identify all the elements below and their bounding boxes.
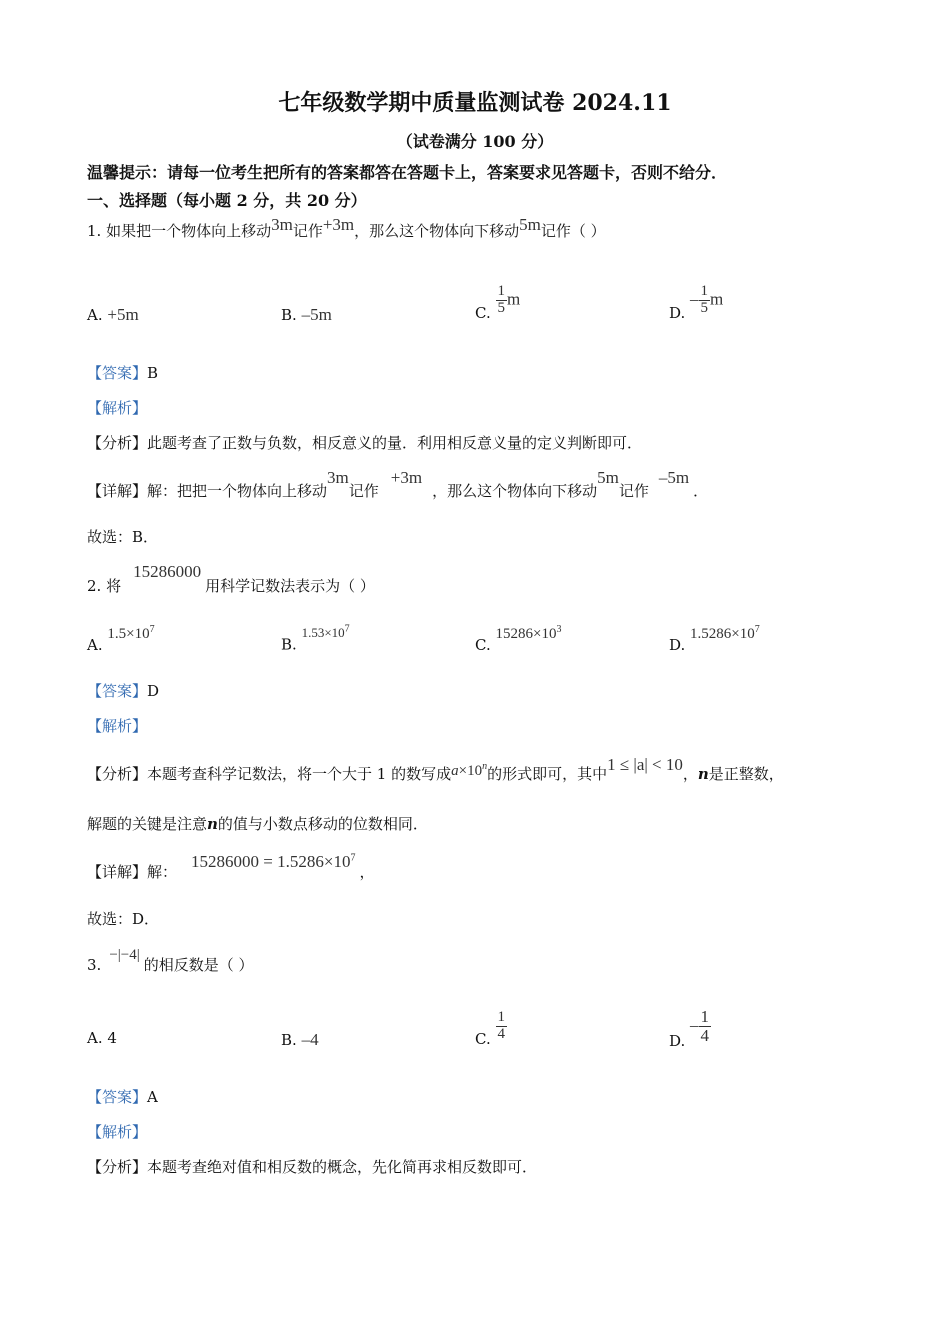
option-label: B. bbox=[281, 1031, 297, 1049]
q3-stem-text-b: 的相反数是（ ） bbox=[143, 956, 254, 974]
q1-value-down: 5m bbox=[519, 215, 541, 234]
option-label: C. bbox=[475, 1030, 491, 1049]
fraction-numerator: 1 bbox=[700, 283, 709, 299]
option-exponent: 7 bbox=[344, 624, 350, 635]
option-label: C. bbox=[475, 304, 491, 323]
detail-text-a: 解： bbox=[147, 863, 178, 881]
answer-tag: 【答案】 bbox=[87, 364, 148, 382]
detail-text-b: 记作 bbox=[348, 482, 379, 500]
analysis-text-a: 本题考查科学记数法，将一个大于 1 的数写成 bbox=[147, 765, 452, 783]
analysis-tag: 【分析】 bbox=[87, 1158, 148, 1176]
option-exponent: 3 bbox=[556, 624, 562, 635]
detail-value-down: 5m bbox=[597, 468, 619, 487]
fraction-numerator: 1 bbox=[700, 1007, 710, 1026]
choose-label: 故选： bbox=[87, 910, 133, 928]
q1-option-b bbox=[281, 306, 332, 323]
q1-option-a bbox=[87, 306, 139, 323]
option-base: 15286×10 bbox=[495, 626, 557, 642]
minus-sign: – bbox=[690, 1015, 699, 1035]
q1-explanation-tag: 【解析】 bbox=[87, 399, 148, 417]
answer-value: B bbox=[147, 364, 159, 382]
option-label: D. bbox=[669, 304, 686, 323]
q3-stem bbox=[87, 947, 254, 974]
detail-end: ， bbox=[359, 863, 375, 881]
q1-value-plus: +3m bbox=[322, 215, 355, 234]
q3-option-d bbox=[669, 1007, 711, 1051]
q1-analysis bbox=[87, 436, 642, 451]
analysis-text-e: 解题的关键是注意 bbox=[87, 815, 208, 833]
choose-label: 故选： bbox=[87, 528, 133, 546]
sci-form-a: a bbox=[451, 763, 459, 779]
option-label: A. bbox=[87, 1029, 103, 1047]
analysis-text: 此题考查了正数与负数，相反意义的量．利用相反意义量的定义判断即可． bbox=[147, 434, 643, 452]
minus-sign: – bbox=[690, 289, 699, 309]
analysis-text-b: 的形式即可，其中 bbox=[487, 765, 608, 783]
answer-tag: 【答案】 bbox=[87, 1088, 148, 1106]
fraction-denominator: 4 bbox=[700, 1025, 710, 1045]
option-label: A. bbox=[87, 306, 103, 324]
q3-answer bbox=[87, 1090, 158, 1105]
analysis-text-c: ， bbox=[682, 765, 698, 783]
q2-explanation-tag: 【解析】 bbox=[87, 717, 148, 735]
detail-text-c: ，那么这个物体向下移动 bbox=[432, 482, 598, 500]
detail-value-minus: –5m bbox=[658, 468, 690, 487]
option-label: D. bbox=[669, 1032, 686, 1051]
fraction-unit: m bbox=[710, 289, 724, 309]
q2-analysis bbox=[87, 755, 784, 783]
q3-option-b bbox=[281, 1031, 319, 1048]
q2-stem-text-b: 用科学记数法表示为（ ） bbox=[205, 577, 375, 595]
detail-tag: 【详解】 bbox=[87, 863, 148, 881]
analysis-text-f: 的值与小数点移动的位数相同． bbox=[217, 815, 428, 833]
option-value: –5m bbox=[301, 305, 332, 324]
n-variable: n bbox=[207, 815, 218, 833]
range-expression: 1 ≤ |a| < 10 bbox=[607, 755, 683, 774]
q1-stem-text-b: 记作 bbox=[292, 222, 323, 240]
option-base: 1.53×10 bbox=[301, 625, 345, 641]
q1-choose bbox=[87, 530, 158, 545]
section-heading: 一、选择题（每小题 2 分，共 20 分） bbox=[87, 191, 367, 210]
fraction bbox=[699, 1008, 712, 1045]
q2-answer bbox=[87, 684, 159, 699]
option-value: 4 bbox=[107, 1029, 117, 1047]
option-value bbox=[302, 625, 350, 640]
equation-exponent: 7 bbox=[350, 852, 356, 864]
page-subtitle: （试卷满分 100 分） bbox=[396, 132, 554, 151]
option-value bbox=[690, 626, 760, 642]
q1-stem bbox=[87, 215, 606, 240]
fraction-denominator: 5 bbox=[497, 299, 505, 316]
option-value bbox=[107, 626, 154, 642]
fraction-denominator: 4 bbox=[497, 1025, 505, 1042]
sci-form-base: ×10 bbox=[458, 763, 483, 779]
q1-option-d bbox=[669, 283, 724, 323]
answer-tag: 【答案】 bbox=[87, 682, 148, 700]
page-title: 七年级数学期中质量监测试卷 2024.11 bbox=[278, 90, 672, 116]
fraction-denominator: 5 bbox=[700, 299, 709, 316]
detail-end: ． bbox=[693, 482, 709, 500]
q1-value-up: 3m bbox=[271, 215, 293, 234]
option-label: B. bbox=[281, 635, 297, 654]
q3-stem-text-a: 3. bbox=[87, 956, 102, 974]
option-label: D. bbox=[669, 636, 686, 654]
analysis-text: 本题考查绝对值和相反数的概念，先化简再求相反数即可． bbox=[147, 1158, 538, 1176]
analysis-text-d: 是正整数， bbox=[708, 765, 784, 783]
sci-form bbox=[451, 763, 487, 779]
q1-stem-text-a: 1. 如果把一个物体向上移动 bbox=[87, 222, 272, 240]
option-base: 1.5×10 bbox=[107, 626, 150, 642]
q1-stem-text-d: 记作（ ） bbox=[540, 222, 606, 240]
sci-form-exponent: n bbox=[482, 761, 488, 772]
option-exponent: 7 bbox=[754, 624, 760, 635]
option-base: 1.5286×10 bbox=[690, 626, 755, 642]
analysis-tag: 【分析】 bbox=[87, 765, 148, 783]
choose-value: B． bbox=[132, 528, 159, 546]
q3-explanation-tag: 【解析】 bbox=[87, 1123, 148, 1141]
choose-value: D． bbox=[132, 910, 160, 928]
option-label: B. bbox=[281, 306, 297, 324]
analysis-tag: 【分析】 bbox=[87, 434, 148, 452]
q3-expression: −|−4| bbox=[109, 947, 140, 963]
q2-stem bbox=[87, 562, 375, 595]
fraction bbox=[496, 284, 508, 317]
q3-analysis bbox=[87, 1160, 537, 1175]
detail-value-up: 3m bbox=[327, 468, 349, 487]
option-value: +5m bbox=[107, 305, 139, 324]
q1-detail bbox=[87, 468, 709, 500]
detail-text-d: 记作 bbox=[618, 482, 649, 500]
q3-option-c bbox=[475, 1009, 507, 1049]
fraction-unit: m bbox=[507, 289, 521, 309]
detail-text-a: 解：把把一个物体向上移动 bbox=[147, 482, 328, 500]
option-value: –4 bbox=[301, 1030, 319, 1049]
detail-equation bbox=[191, 852, 355, 871]
answer-value: D bbox=[147, 682, 160, 700]
q2-stem-text-a: 2. 将 bbox=[87, 577, 122, 595]
q2-choose bbox=[87, 912, 159, 927]
answer-value: A bbox=[147, 1088, 158, 1106]
q1-option-c bbox=[475, 283, 521, 323]
option-label: A. bbox=[87, 636, 103, 654]
q1-stem-text-c: ，那么这个物体向下移动 bbox=[354, 222, 520, 240]
warm-tip: 温馨提示：请每一位考生把所有的答案都答在答题卡上，答案要求见答题卡，否则不给分． bbox=[87, 163, 728, 182]
q2-analysis-continued bbox=[87, 817, 428, 832]
q2-number: 15286000 bbox=[133, 562, 202, 581]
option-exponent: 7 bbox=[149, 624, 155, 635]
n-variable: n bbox=[697, 765, 709, 783]
fraction-numerator: 1 bbox=[497, 283, 505, 299]
equation-base: 15286000 = 1.5286×10 bbox=[191, 852, 351, 871]
q3-option-a bbox=[87, 1031, 117, 1046]
fraction-numerator: 1 bbox=[497, 1009, 505, 1025]
option-label: C. bbox=[475, 636, 491, 654]
option-value bbox=[496, 626, 562, 642]
detail-value-plus: +3m bbox=[390, 468, 423, 487]
q1-answer bbox=[87, 366, 158, 381]
fraction bbox=[699, 284, 711, 317]
detail-tag: 【详解】 bbox=[87, 482, 148, 500]
fraction bbox=[496, 1010, 508, 1043]
